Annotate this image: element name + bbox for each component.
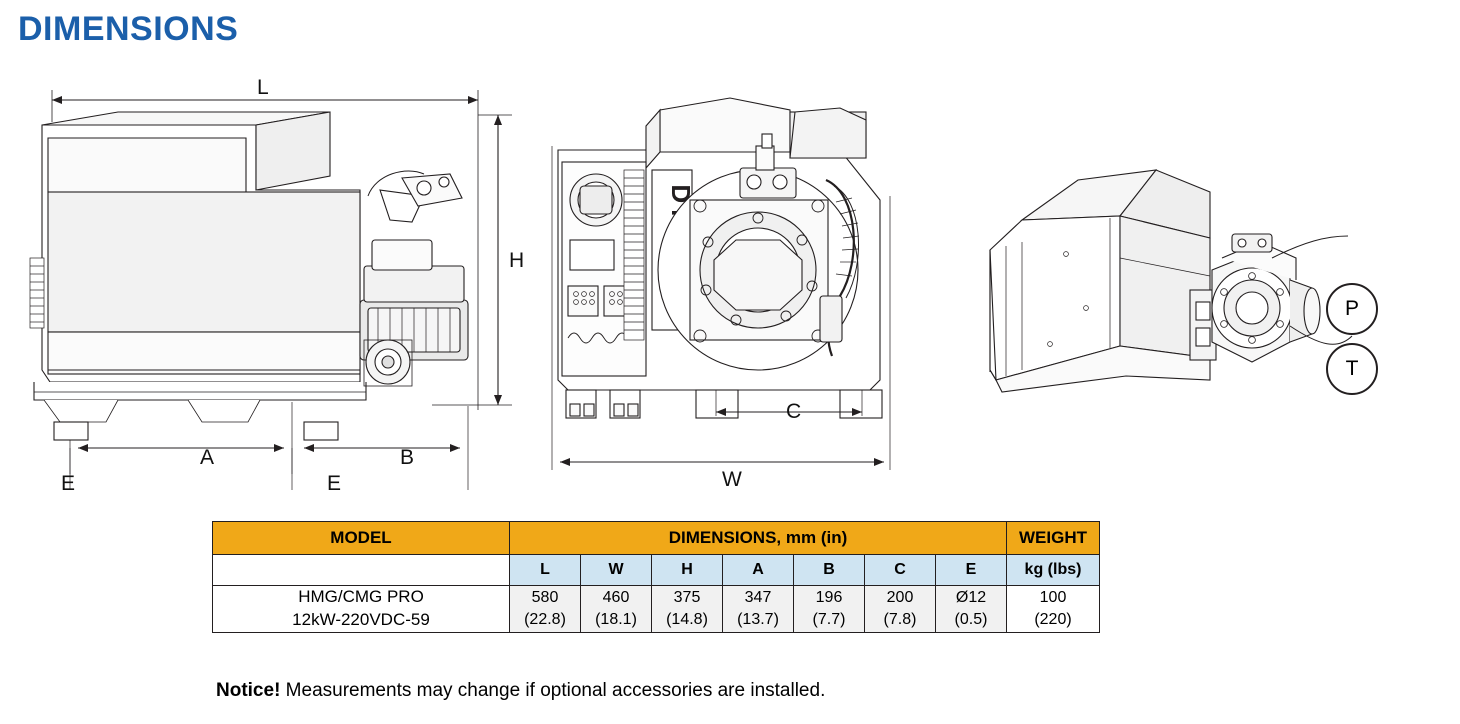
header-col-A: A xyxy=(723,555,794,586)
isometric-view-drawing xyxy=(960,130,1400,440)
header-model: MODEL xyxy=(213,522,510,555)
notice-bold: Notice! xyxy=(216,680,281,701)
dim-label-E-left: E xyxy=(61,472,76,495)
cell-B-in: (7.7) xyxy=(812,610,846,628)
callout-label-P: P xyxy=(1344,297,1359,320)
cell-model xyxy=(213,586,510,633)
header-col-weight-unit: kg (lbs) xyxy=(1007,555,1100,586)
cell-C-in: (7.8) xyxy=(883,610,917,628)
dim-label-L: L xyxy=(257,76,269,99)
dim-label-C: C xyxy=(786,400,802,423)
callout-balloon-T xyxy=(1326,343,1378,395)
table-column-header-row xyxy=(213,555,1100,586)
cell-C-mm: 200 xyxy=(886,589,914,607)
cell-C xyxy=(865,586,936,633)
dim-label-B: B xyxy=(400,446,415,469)
header-dimensions: DIMENSIONS, mm (in) xyxy=(510,522,1007,555)
cell-H-in: (14.8) xyxy=(666,610,708,628)
dim-label-E-right: E xyxy=(327,472,342,495)
cell-W-mm: 460 xyxy=(602,589,630,607)
header-col-C: C xyxy=(865,555,936,586)
callout-label-T: T xyxy=(1345,357,1359,380)
header-col-L: L xyxy=(510,555,581,586)
dim-label-H: H xyxy=(509,249,525,272)
cell-A-mm: 347 xyxy=(744,589,772,607)
front-view-drawing xyxy=(540,90,920,490)
cell-W-in: (18.1) xyxy=(595,610,637,628)
cell-weight xyxy=(1007,586,1100,633)
cell-weight-kg: 100 xyxy=(1039,589,1067,607)
header-col-B: B xyxy=(794,555,865,586)
cell-L xyxy=(510,586,581,633)
cell-A xyxy=(723,586,794,633)
dim-label-W: W xyxy=(722,468,742,491)
side-view-drawing xyxy=(20,70,540,500)
cell-H xyxy=(652,586,723,633)
cell-A-in: (13.7) xyxy=(737,610,779,628)
header-col-H: H xyxy=(652,555,723,586)
cell-E-in: (0.5) xyxy=(954,610,988,628)
header-blank xyxy=(213,555,510,586)
table-row xyxy=(213,586,1100,633)
model-line-2: 12kW-220VDC-59 xyxy=(292,609,430,629)
dimensions-table xyxy=(212,521,1100,633)
cell-E xyxy=(936,586,1007,633)
cell-E-mm: Ø12 xyxy=(955,589,987,607)
dim-label-A: A xyxy=(200,446,215,469)
cell-B-mm: 196 xyxy=(815,589,843,607)
notice-body: Measurements may change if optional accessories are installed. xyxy=(280,680,826,701)
page-title: DIMENSIONS xyxy=(18,10,239,48)
notice-text xyxy=(216,680,825,702)
cell-W xyxy=(581,586,652,633)
header-col-W: W xyxy=(581,555,652,586)
table-group-header-row xyxy=(213,522,1100,555)
cell-B xyxy=(794,586,865,633)
cell-weight-lbs: (220) xyxy=(1034,610,1072,628)
cell-L-mm: 580 xyxy=(531,589,559,607)
cell-H-mm: 375 xyxy=(673,589,701,607)
header-col-E: E xyxy=(936,555,1007,586)
header-weight: WEIGHT xyxy=(1007,522,1100,555)
callout-balloon-P xyxy=(1326,283,1378,335)
cell-L-in: (22.8) xyxy=(524,610,566,628)
model-line-1: HMG/CMG PRO xyxy=(298,587,424,606)
